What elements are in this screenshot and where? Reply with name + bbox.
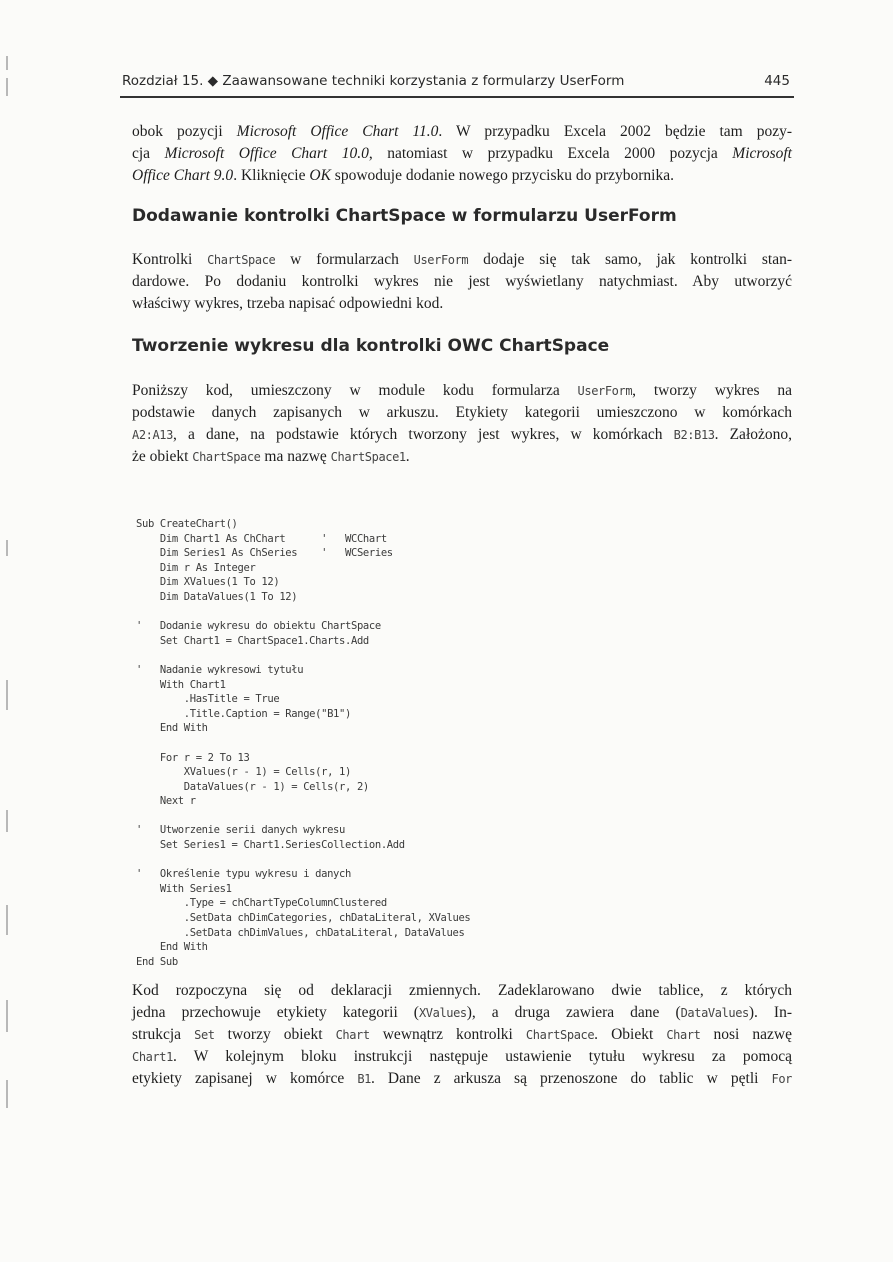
code-line: .SetData chDimValues, chDataLiteral, DataValues (136, 926, 465, 939)
scan-edge-mark (6, 810, 8, 832)
text-run: . Założono, (714, 426, 792, 443)
text-run: . W przypadku Excela 2002 będzie tam pozy- (438, 123, 793, 140)
code-line: .SetData chDimCategories, chDataLiteral, XValues (136, 912, 471, 925)
text-line (132, 165, 792, 187)
code-line: .HasTitle = True (136, 693, 280, 706)
code-line: With Chart1 (136, 678, 226, 691)
text-line (132, 121, 792, 143)
code-line: Dim XValues(1 To 12) (136, 576, 280, 589)
text-run: . Dane z arkusza są przenoszone do tablic w pętli (370, 1070, 772, 1087)
text-run: , natomiast w przypadku Excela 2000 pozycja (368, 145, 733, 162)
text-run: Kontrolki (132, 251, 208, 268)
text-line (132, 1046, 792, 1068)
product-name: Microsoft (732, 145, 792, 162)
text-line: dardowe. Po dodaniu kontrolki wykres nie jest wyświetlany natychmiast. Aby utworzyć (132, 273, 792, 290)
text-run: jedna przechowuje etykiety kategorii ( (132, 1004, 419, 1021)
code-line: Dim Chart1 As ChChart ' WCChart (136, 532, 387, 545)
section1-paragraph (132, 249, 792, 315)
code-term: UserForm (413, 253, 469, 267)
code-term: ChartSpace (192, 450, 261, 464)
header-rule (120, 96, 794, 98)
code-line: End Sub (136, 955, 178, 968)
text-run: ma nazwę (260, 448, 331, 465)
closing-paragraph (132, 980, 792, 1090)
product-name: Microsoft Office Chart 11.0 (236, 123, 439, 140)
text-line (132, 1002, 792, 1024)
code-listing (136, 517, 470, 969)
code-line (136, 853, 470, 868)
code-line: For r = 2 To 13 (136, 751, 250, 764)
code-term: ChartSpace (207, 253, 276, 267)
code-line: Dim Series1 As ChSeries ' WCSeries (136, 547, 393, 560)
text-run: obok pozycji (132, 123, 237, 140)
text-run: etykiety zapisanej w komórce (132, 1070, 358, 1087)
code-line: End With (136, 941, 208, 954)
code-line: Dim r As Integer (136, 561, 256, 574)
code-line: Next r (136, 795, 196, 808)
code-term: Chart (335, 1028, 370, 1042)
scan-edge-mark (6, 56, 8, 70)
code-line: .Type = chChartTypeColumnClustered (136, 897, 387, 910)
code-line (136, 736, 470, 751)
scan-edge-mark (6, 540, 8, 556)
code-line: ' Dodanie wykresu do obiektu ChartSpace (136, 620, 381, 633)
code-line: Sub CreateChart() (136, 518, 238, 530)
text-run: tworzy obiekt (214, 1026, 336, 1043)
scan-edge-mark (6, 1000, 8, 1032)
code-term: Set (194, 1028, 215, 1042)
code-term: For (771, 1072, 793, 1086)
text-run: ). In- (748, 1004, 792, 1021)
section2-paragraph (132, 380, 792, 468)
scan-edge-mark (6, 1080, 8, 1108)
product-name: Office Chart 9.0 (132, 167, 234, 184)
code-line: End With (136, 722, 208, 735)
scan-edge-mark (6, 680, 8, 710)
code-line: ' Nadanie wykresowi tytułu (136, 663, 304, 676)
code-line: Set Chart1 = ChartSpace1.Charts.Add (136, 634, 369, 647)
code-line: XValues(r - 1) = Cells(r, 1) (136, 766, 351, 779)
text-run: Poniższy kod, umieszczony w module kodu formularza (132, 382, 578, 399)
code-term: DataValues (680, 1006, 749, 1020)
text-run: . W kolejnym bloku instrukcji następuje ustawienie tytułu wykresu za pomocą (172, 1048, 792, 1065)
code-line: Set Series1 = Chart1.SeriesCollection.Add (136, 839, 405, 852)
scan-edge-mark (6, 78, 8, 96)
code-term: XValues (418, 1006, 467, 1020)
code-term: B1 (357, 1072, 371, 1086)
text-line (132, 1068, 792, 1090)
text-line (132, 143, 792, 165)
code-term: UserForm (577, 384, 633, 398)
code-line (136, 809, 470, 824)
text-run: w formularzach (275, 251, 414, 268)
text-run: spowoduje dodanie nowego przycisku do przybornika. (330, 167, 674, 184)
code-term: Chart (666, 1028, 701, 1042)
code-line (136, 605, 470, 620)
text-run: cja (132, 145, 165, 162)
code-term: Chart1 (132, 1050, 173, 1064)
text-line (132, 446, 792, 468)
button-name: OK (309, 167, 331, 184)
text-line: Kod rozpoczyna się od deklaracji zmiennych. Zadeklarowano dwie tablice, z których (132, 982, 792, 999)
code-term: B2:B13 (673, 428, 715, 442)
text-run: . Kliknięcie (233, 167, 310, 184)
scan-edge-mark (6, 905, 8, 935)
text-run: . (405, 448, 410, 465)
product-name: Microsoft Office Chart 10.0 (164, 145, 369, 162)
section-heading: Tworzenie wykresu dla kontrolki OWC ChartSpace (132, 336, 610, 356)
chapter-title: Rozdział 15. ◆ Zaawansowane techniki korzystania z formularzy UserForm (122, 73, 625, 89)
text-line: podstawie danych zapisanych w arkuszu. Etykiety kategorii umieszczono w komórkach (132, 404, 792, 421)
code-term: ChartSpace (525, 1028, 595, 1042)
text-run: , tworzy wykres na (632, 382, 792, 399)
text-line (132, 1024, 792, 1046)
text-run: wewnątrz kontrolki (369, 1026, 526, 1043)
text-run: strukcja (132, 1026, 195, 1043)
code-line: ' Określenie typu wykresu i danych (136, 868, 351, 881)
text-run: że obiekt (132, 448, 193, 465)
code-line: DataValues(r - 1) = Cells(r, 2) (136, 780, 369, 793)
code-term: ChartSpace1 (330, 450, 406, 464)
code-line: ' Utworzenie serii danych wykresu (136, 824, 346, 837)
text-run: ), a druga zawiera dane ( (466, 1004, 681, 1021)
text-run: . Obiekt (594, 1026, 667, 1043)
text-line (132, 424, 792, 446)
code-line: .Title.Caption = Range("B1") (136, 707, 351, 720)
code-line (136, 648, 470, 663)
section-heading: Dodawanie kontrolki ChartSpace w formularzu UserForm (132, 206, 677, 226)
text-run: nosi nazwę (700, 1026, 792, 1043)
code-line: With Series1 (136, 882, 232, 895)
page-number: 445 (764, 73, 790, 89)
text-run: , a dane, na podstawie których tworzony jest wykres, w komórkach (172, 426, 674, 443)
text-line (132, 249, 792, 271)
intro-paragraph (132, 121, 792, 187)
text-run: dodaje się tak samo, jak kontrolki stan- (468, 251, 793, 268)
text-line (132, 380, 792, 402)
code-line: Dim DataValues(1 To 12) (136, 590, 298, 603)
code-term: A2:A13 (132, 428, 173, 442)
text-line: właściwy wykres, trzeba napisać odpowiedni kod. (132, 295, 444, 312)
